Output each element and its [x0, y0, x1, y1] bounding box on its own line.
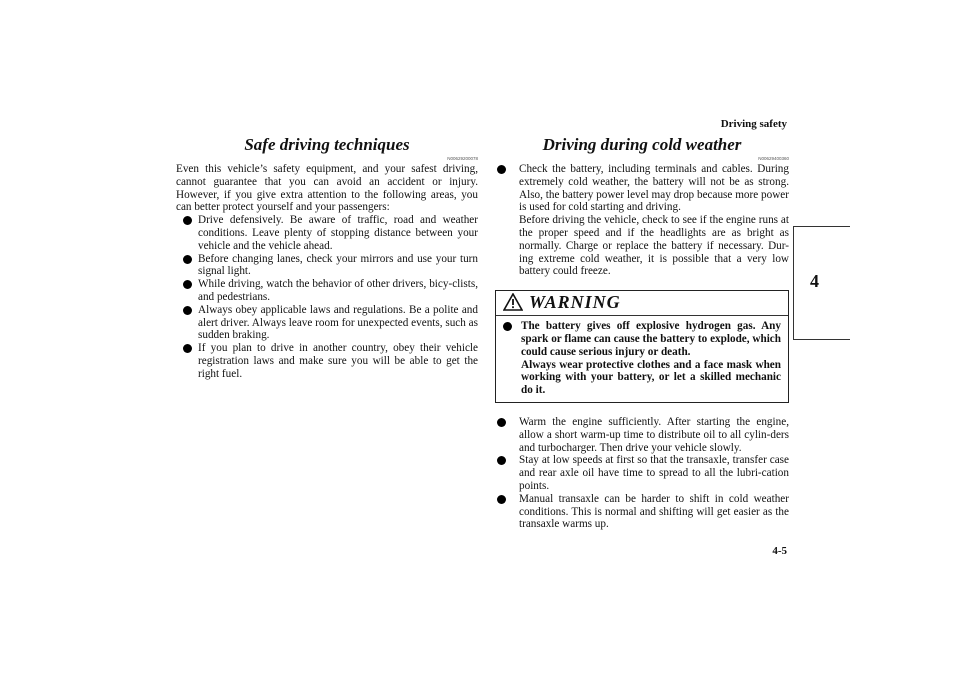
section-code: N00629200078: [447, 156, 478, 161]
warning-header: [503, 291, 781, 313]
bullet-list: [495, 416, 789, 531]
bullet-icon: [183, 255, 192, 264]
list-item: Always obey applicable laws and regulations. Be a polite and alert driver. Always leave room for unexpected events, such as sudden braking.: [176, 304, 478, 342]
bullet-icon: [183, 280, 192, 289]
warning-item: The battery gives off explosive hydrogen gas. Any spark or flame can cause the battery to explode, which could cause serious injury or death. Always wear protective clothes and a face mask when working with your battery, or let a skilled mechanic do it.: [503, 320, 781, 397]
warning-box: [495, 290, 789, 403]
warning-list: [503, 320, 781, 397]
bullet-list: [495, 163, 789, 278]
list-item: Stay at low speeds at first so that the transaxle, transfer case and rear axle oil have time to spread to all the lubri-cation points.: [495, 454, 789, 492]
bullet-icon: [183, 306, 192, 315]
list-item: Check the battery, including terminals and cables. During extremely cold weather, the battery will not be as strong. Also, the battery power level may drop because more power is used for cold starting and driving. Before driving the vehicle, check to see if the engine runs at the proper speed and if the headlights are as bright as normally. Charge or replace the battery if necessary. Dur-ing extreme cold weather, it is possible that a very low battery could freeze.: [495, 163, 789, 278]
section-code: N00629400360: [758, 156, 789, 161]
bullet-icon: [183, 216, 192, 225]
list-item: Before changing lanes, check your mirrors and use your turn signal light.: [176, 253, 478, 279]
warning-divider: [496, 315, 788, 316]
bullet-icon: [503, 322, 512, 331]
section-title: Safe driving techniques: [244, 135, 410, 154]
list-item: Drive defensively. Be aware of traffic, road and weather conditions. Leave plenty of stopping distance between your vehicle and the vehicle ahead.: [176, 214, 478, 252]
section-safe-driving: [176, 133, 478, 381]
list-item: Manual transaxle can be harder to shift in cold weather conditions. This is normal and shifting will get easier as the transaxle warms up.: [495, 493, 789, 531]
list-item: While driving, watch the behavior of other drivers, bicy-clists, and pedestrians.: [176, 278, 478, 304]
list-item: Warm the engine sufficiently. After starting the engine, allow a short warm-up time to distribute oil to all cylin-ders and turbocharger. Then drive your vehicle slowly.: [495, 416, 789, 454]
bullet-icon: [183, 344, 192, 353]
section-title: Driving during cold weather: [542, 135, 742, 154]
intro-paragraph: Even this vehicle’s safety equipment, and your safest driving, cannot guarantee that you can avoid an accident or injury. However, if you give extra attention to the following areas, you can better protect yourself and your passengers:: [176, 163, 478, 214]
chapter-tab: [793, 226, 850, 340]
warning-triangle-icon: [503, 293, 523, 311]
bullet-list: [176, 214, 478, 380]
chapter-number: 4: [810, 271, 819, 291]
bullet-icon: [497, 456, 506, 465]
running-header: Driving safety: [720, 118, 787, 130]
bullet-icon: [497, 165, 506, 174]
section-cold-weather: [495, 133, 789, 531]
page-number: 4-5: [772, 545, 787, 557]
list-item: If you plan to drive in another country, obey their vehicle registration laws and make sure you will be able to get the right fuel.: [176, 342, 478, 380]
bullet-icon: [497, 418, 506, 427]
warning-label: WARNING: [529, 291, 621, 312]
bullet-icon: [497, 495, 506, 504]
